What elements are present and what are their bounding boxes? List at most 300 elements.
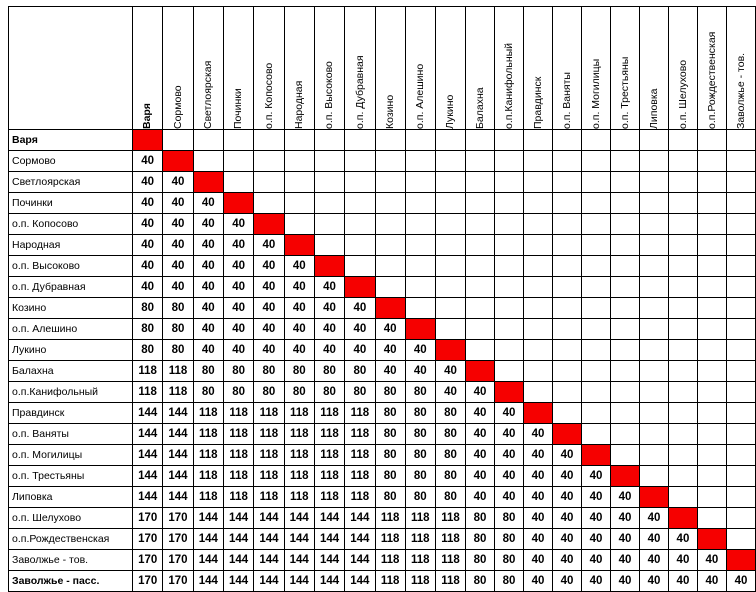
row-header-label: Заволжье - тов. xyxy=(9,550,133,571)
empty-cell xyxy=(697,298,726,319)
fare-cell: 80 xyxy=(223,361,253,382)
fare-cell: 40 xyxy=(163,193,193,214)
fare-cell: 80 xyxy=(193,382,223,403)
empty-cell xyxy=(582,382,611,403)
empty-cell xyxy=(582,256,611,277)
empty-cell xyxy=(639,319,668,340)
fare-cell: 40 xyxy=(405,340,435,361)
empty-cell xyxy=(697,340,726,361)
empty-cell xyxy=(697,235,726,256)
fare-cell: 144 xyxy=(284,529,314,550)
fare-cell: 144 xyxy=(163,487,193,508)
empty-cell xyxy=(697,172,726,193)
column-header xyxy=(726,7,755,130)
empty-cell xyxy=(610,214,639,235)
diagonal-cell xyxy=(582,445,611,466)
empty-cell xyxy=(466,235,495,256)
table-row xyxy=(9,214,756,235)
fare-cell: 80 xyxy=(375,445,405,466)
empty-cell xyxy=(345,151,375,172)
fare-cell: 170 xyxy=(163,529,193,550)
fare-cell: 80 xyxy=(405,487,435,508)
empty-cell xyxy=(668,277,697,298)
fare-cell: 40 xyxy=(284,340,314,361)
column-header-label: о.п. Трестьяны xyxy=(618,56,631,129)
empty-cell xyxy=(610,172,639,193)
fare-cell: 40 xyxy=(223,340,253,361)
column-header-label: Правдинск xyxy=(531,76,544,129)
empty-cell xyxy=(495,340,524,361)
empty-cell xyxy=(726,298,755,319)
empty-cell xyxy=(405,214,435,235)
empty-cell xyxy=(466,256,495,277)
empty-cell xyxy=(345,235,375,256)
fare-cell: 118 xyxy=(133,382,163,403)
fare-cell: 80 xyxy=(495,550,524,571)
fare-cell: 40 xyxy=(133,235,163,256)
diagonal-cell xyxy=(133,130,163,151)
fare-cell: 40 xyxy=(466,382,495,403)
empty-cell xyxy=(314,130,344,151)
empty-cell xyxy=(726,424,755,445)
empty-cell xyxy=(254,193,284,214)
empty-cell xyxy=(223,130,253,151)
empty-cell xyxy=(697,382,726,403)
fare-cell: 40 xyxy=(223,214,253,235)
fare-cell: 40 xyxy=(553,445,582,466)
fare-cell: 80 xyxy=(405,403,435,424)
empty-cell xyxy=(553,172,582,193)
fare-cell: 40 xyxy=(553,487,582,508)
empty-cell xyxy=(668,235,697,256)
fare-cell: 40 xyxy=(524,424,553,445)
row-header-label: Варя xyxy=(9,130,133,151)
empty-cell xyxy=(524,319,553,340)
empty-cell xyxy=(553,340,582,361)
fare-cell: 80 xyxy=(435,466,465,487)
empty-cell xyxy=(495,151,524,172)
column-header-label: о.п. Ваняты xyxy=(560,72,573,129)
empty-cell xyxy=(435,130,465,151)
diagonal-cell xyxy=(405,319,435,340)
fare-cell: 40 xyxy=(223,298,253,319)
empty-cell xyxy=(466,277,495,298)
fare-cell: 118 xyxy=(284,403,314,424)
fare-cell: 40 xyxy=(133,256,163,277)
empty-cell xyxy=(668,340,697,361)
fare-cell: 40 xyxy=(254,340,284,361)
fare-cell: 80 xyxy=(284,382,314,403)
column-header xyxy=(314,7,344,130)
fare-cell: 40 xyxy=(254,235,284,256)
empty-cell xyxy=(314,235,344,256)
fare-cell: 118 xyxy=(223,487,253,508)
fare-cell: 118 xyxy=(435,529,465,550)
fare-cell: 118 xyxy=(405,550,435,571)
row-header-label: Починки xyxy=(9,193,133,214)
fare-cell: 40 xyxy=(495,445,524,466)
empty-cell xyxy=(553,151,582,172)
fare-cell: 118 xyxy=(345,445,375,466)
empty-cell xyxy=(553,361,582,382)
empty-cell xyxy=(466,172,495,193)
fare-cell: 144 xyxy=(163,445,193,466)
fare-cell: 40 xyxy=(466,466,495,487)
column-header xyxy=(639,7,668,130)
table-row xyxy=(9,130,756,151)
row-header-label: о.п.Канифольный xyxy=(9,382,133,403)
column-header xyxy=(610,7,639,130)
empty-cell xyxy=(284,172,314,193)
empty-cell xyxy=(726,361,755,382)
empty-cell xyxy=(610,445,639,466)
fare-cell: 40 xyxy=(163,172,193,193)
empty-cell xyxy=(639,403,668,424)
empty-cell xyxy=(314,193,344,214)
row-header-label: о.п. Трестьяны xyxy=(9,466,133,487)
empty-cell xyxy=(726,193,755,214)
fare-cell: 118 xyxy=(284,445,314,466)
fare-cell: 144 xyxy=(163,424,193,445)
empty-cell xyxy=(254,172,284,193)
fare-cell: 80 xyxy=(254,382,284,403)
empty-cell xyxy=(553,319,582,340)
fare-cell: 118 xyxy=(254,403,284,424)
fare-cell: 40 xyxy=(582,508,611,529)
empty-cell xyxy=(582,298,611,319)
empty-cell xyxy=(610,361,639,382)
empty-cell xyxy=(495,235,524,256)
fare-cell: 80 xyxy=(375,466,405,487)
empty-cell xyxy=(726,277,755,298)
empty-cell xyxy=(466,151,495,172)
table-row xyxy=(9,550,756,571)
empty-cell xyxy=(435,256,465,277)
fare-cell: 118 xyxy=(375,529,405,550)
empty-cell xyxy=(697,403,726,424)
empty-cell xyxy=(223,172,253,193)
diagonal-cell xyxy=(610,466,639,487)
diagonal-cell xyxy=(668,508,697,529)
fare-cell: 80 xyxy=(163,319,193,340)
empty-cell xyxy=(223,151,253,172)
empty-cell xyxy=(553,235,582,256)
fare-cell: 40 xyxy=(163,235,193,256)
fare-cell: 40 xyxy=(553,508,582,529)
row-header-label: Сормово xyxy=(9,151,133,172)
fare-cell: 40 xyxy=(163,214,193,235)
fare-cell: 40 xyxy=(435,361,465,382)
column-header xyxy=(668,7,697,130)
empty-cell xyxy=(553,277,582,298)
fare-cell: 40 xyxy=(193,298,223,319)
fare-cell: 40 xyxy=(223,277,253,298)
diagonal-cell xyxy=(697,529,726,550)
empty-cell xyxy=(697,319,726,340)
fare-cell: 144 xyxy=(254,550,284,571)
fare-cell: 144 xyxy=(223,529,253,550)
empty-cell xyxy=(524,382,553,403)
empty-cell xyxy=(375,235,405,256)
diagonal-cell xyxy=(254,214,284,235)
fare-cell: 118 xyxy=(435,508,465,529)
fare-cell: 40 xyxy=(345,298,375,319)
fare-cell: 80 xyxy=(133,298,163,319)
empty-cell xyxy=(726,466,755,487)
empty-cell xyxy=(345,256,375,277)
empty-cell xyxy=(668,403,697,424)
empty-cell xyxy=(553,130,582,151)
empty-cell xyxy=(610,235,639,256)
empty-cell xyxy=(668,466,697,487)
empty-cell xyxy=(668,445,697,466)
fare-cell: 80 xyxy=(495,508,524,529)
column-header xyxy=(466,7,495,130)
empty-cell xyxy=(524,193,553,214)
empty-cell xyxy=(668,319,697,340)
fare-cell: 80 xyxy=(405,424,435,445)
fare-cell: 118 xyxy=(405,571,435,592)
fare-cell: 40 xyxy=(254,277,284,298)
empty-cell xyxy=(405,256,435,277)
empty-cell xyxy=(405,130,435,151)
fare-cell: 144 xyxy=(254,571,284,592)
diagonal-cell xyxy=(223,193,253,214)
table-row xyxy=(9,340,756,361)
table-row xyxy=(9,529,756,550)
fare-cell: 40 xyxy=(495,487,524,508)
empty-cell xyxy=(314,172,344,193)
empty-cell xyxy=(582,130,611,151)
row-header-label: о.п. Копосово xyxy=(9,214,133,235)
fare-cell: 118 xyxy=(435,571,465,592)
fare-cell: 80 xyxy=(435,487,465,508)
column-header xyxy=(193,7,223,130)
fare-cell: 40 xyxy=(639,571,668,592)
empty-cell xyxy=(435,277,465,298)
fare-cell: 40 xyxy=(524,445,553,466)
empty-cell xyxy=(639,235,668,256)
table-row xyxy=(9,508,756,529)
empty-cell xyxy=(163,130,193,151)
fare-cell: 80 xyxy=(466,550,495,571)
fare-cell: 40 xyxy=(524,550,553,571)
empty-cell xyxy=(495,277,524,298)
empty-cell xyxy=(639,445,668,466)
row-header-label: о.п. Дубравная xyxy=(9,277,133,298)
empty-cell xyxy=(524,172,553,193)
fare-cell: 40 xyxy=(375,361,405,382)
fare-cell: 144 xyxy=(133,424,163,445)
empty-cell xyxy=(405,172,435,193)
empty-cell xyxy=(466,340,495,361)
empty-cell xyxy=(524,130,553,151)
fare-cell: 80 xyxy=(435,424,465,445)
empty-cell xyxy=(639,193,668,214)
empty-cell xyxy=(524,298,553,319)
column-header-label: о.п. Шелухово xyxy=(676,59,689,129)
fare-cell: 118 xyxy=(254,424,284,445)
empty-cell xyxy=(639,214,668,235)
column-header xyxy=(582,7,611,130)
fare-cell: 144 xyxy=(314,529,344,550)
fare-cell: 80 xyxy=(405,466,435,487)
empty-cell xyxy=(582,424,611,445)
fare-cell: 80 xyxy=(435,403,465,424)
fare-cell: 118 xyxy=(223,445,253,466)
diagonal-cell xyxy=(375,298,405,319)
column-header-label: о.п.Рождественская xyxy=(705,31,718,129)
fare-cell: 170 xyxy=(163,508,193,529)
fare-cell: 118 xyxy=(163,361,193,382)
column-header-label: Народная xyxy=(292,80,305,129)
empty-cell xyxy=(726,214,755,235)
fare-cell: 40 xyxy=(193,214,223,235)
empty-cell xyxy=(495,193,524,214)
empty-cell xyxy=(284,214,314,235)
fare-cell: 40 xyxy=(582,529,611,550)
fare-cell: 118 xyxy=(314,403,344,424)
corner-cell xyxy=(9,7,133,130)
fare-cell: 144 xyxy=(314,571,344,592)
diagonal-cell xyxy=(639,487,668,508)
empty-cell xyxy=(668,298,697,319)
empty-cell xyxy=(639,256,668,277)
fare-cell: 40 xyxy=(495,403,524,424)
fare-cell: 80 xyxy=(314,382,344,403)
table-row xyxy=(9,298,756,319)
column-header-label: Починки xyxy=(232,88,245,129)
fare-cell: 118 xyxy=(375,508,405,529)
empty-cell xyxy=(495,214,524,235)
fare-cell: 144 xyxy=(163,403,193,424)
fare-cell: 80 xyxy=(163,298,193,319)
row-header-label: о.п.Рождественская xyxy=(9,529,133,550)
empty-cell xyxy=(582,235,611,256)
empty-cell xyxy=(697,256,726,277)
empty-cell xyxy=(495,319,524,340)
fare-cell: 144 xyxy=(345,571,375,592)
empty-cell xyxy=(697,466,726,487)
empty-cell xyxy=(193,130,223,151)
column-header xyxy=(435,7,465,130)
empty-cell xyxy=(466,298,495,319)
fare-cell: 144 xyxy=(284,508,314,529)
fare-cell: 118 xyxy=(284,466,314,487)
empty-cell xyxy=(375,214,405,235)
fare-matrix-table xyxy=(8,6,756,592)
fare-cell: 170 xyxy=(133,571,163,592)
fare-cell: 40 xyxy=(163,256,193,277)
fare-cell: 40 xyxy=(495,466,524,487)
fare-cell: 40 xyxy=(553,550,582,571)
empty-cell xyxy=(668,256,697,277)
empty-cell xyxy=(435,319,465,340)
diagonal-cell xyxy=(524,403,553,424)
column-header-label: Козино xyxy=(383,94,396,129)
fare-cell: 144 xyxy=(193,550,223,571)
column-header-label: о.п. Высоково xyxy=(323,61,336,129)
fare-cell: 40 xyxy=(133,172,163,193)
fare-cell: 40 xyxy=(435,382,465,403)
empty-cell xyxy=(582,403,611,424)
fare-cell: 40 xyxy=(193,319,223,340)
table-row xyxy=(9,361,756,382)
fare-cell: 40 xyxy=(466,424,495,445)
fare-cell: 144 xyxy=(223,550,253,571)
fare-matrix-body xyxy=(9,130,756,592)
fare-cell: 144 xyxy=(133,445,163,466)
fare-cell: 118 xyxy=(223,403,253,424)
diagonal-cell xyxy=(193,172,223,193)
empty-cell xyxy=(726,487,755,508)
table-row xyxy=(9,277,756,298)
empty-cell xyxy=(553,256,582,277)
fare-cell: 80 xyxy=(375,382,405,403)
fare-cell: 40 xyxy=(582,466,611,487)
empty-cell xyxy=(610,382,639,403)
empty-cell xyxy=(726,403,755,424)
empty-cell xyxy=(697,445,726,466)
fare-cell: 80 xyxy=(405,445,435,466)
fare-cell: 80 xyxy=(133,319,163,340)
fare-cell: 80 xyxy=(375,424,405,445)
empty-cell xyxy=(435,193,465,214)
empty-cell xyxy=(193,151,223,172)
empty-cell xyxy=(610,277,639,298)
empty-cell xyxy=(697,487,726,508)
empty-cell xyxy=(314,151,344,172)
empty-cell xyxy=(405,193,435,214)
empty-cell xyxy=(726,151,755,172)
fare-cell: 40 xyxy=(726,571,755,592)
empty-cell xyxy=(726,340,755,361)
fare-cell: 118 xyxy=(223,466,253,487)
diagonal-cell xyxy=(726,550,755,571)
fare-cell: 144 xyxy=(345,550,375,571)
fare-cell: 40 xyxy=(524,466,553,487)
column-header-label: Варя xyxy=(141,103,154,129)
empty-cell xyxy=(466,214,495,235)
empty-cell xyxy=(582,172,611,193)
fare-cell: 118 xyxy=(345,403,375,424)
fare-cell: 40 xyxy=(254,319,284,340)
empty-cell xyxy=(726,529,755,550)
empty-cell xyxy=(697,151,726,172)
fare-cell: 144 xyxy=(345,508,375,529)
fare-cell: 40 xyxy=(639,508,668,529)
column-header xyxy=(345,7,375,130)
fare-cell: 40 xyxy=(495,424,524,445)
fare-cell: 118 xyxy=(193,403,223,424)
empty-cell xyxy=(553,193,582,214)
fare-cell: 40 xyxy=(610,571,639,592)
column-header-label: Балахна xyxy=(473,87,486,129)
fare-cell: 144 xyxy=(193,571,223,592)
empty-cell xyxy=(582,193,611,214)
fare-cell: 80 xyxy=(466,529,495,550)
empty-cell xyxy=(284,151,314,172)
fare-cell: 144 xyxy=(254,508,284,529)
empty-cell xyxy=(697,130,726,151)
fare-cell: 80 xyxy=(284,361,314,382)
empty-cell xyxy=(345,130,375,151)
diagonal-cell xyxy=(495,382,524,403)
empty-cell xyxy=(639,277,668,298)
empty-cell xyxy=(495,256,524,277)
column-header xyxy=(284,7,314,130)
table-row xyxy=(9,256,756,277)
